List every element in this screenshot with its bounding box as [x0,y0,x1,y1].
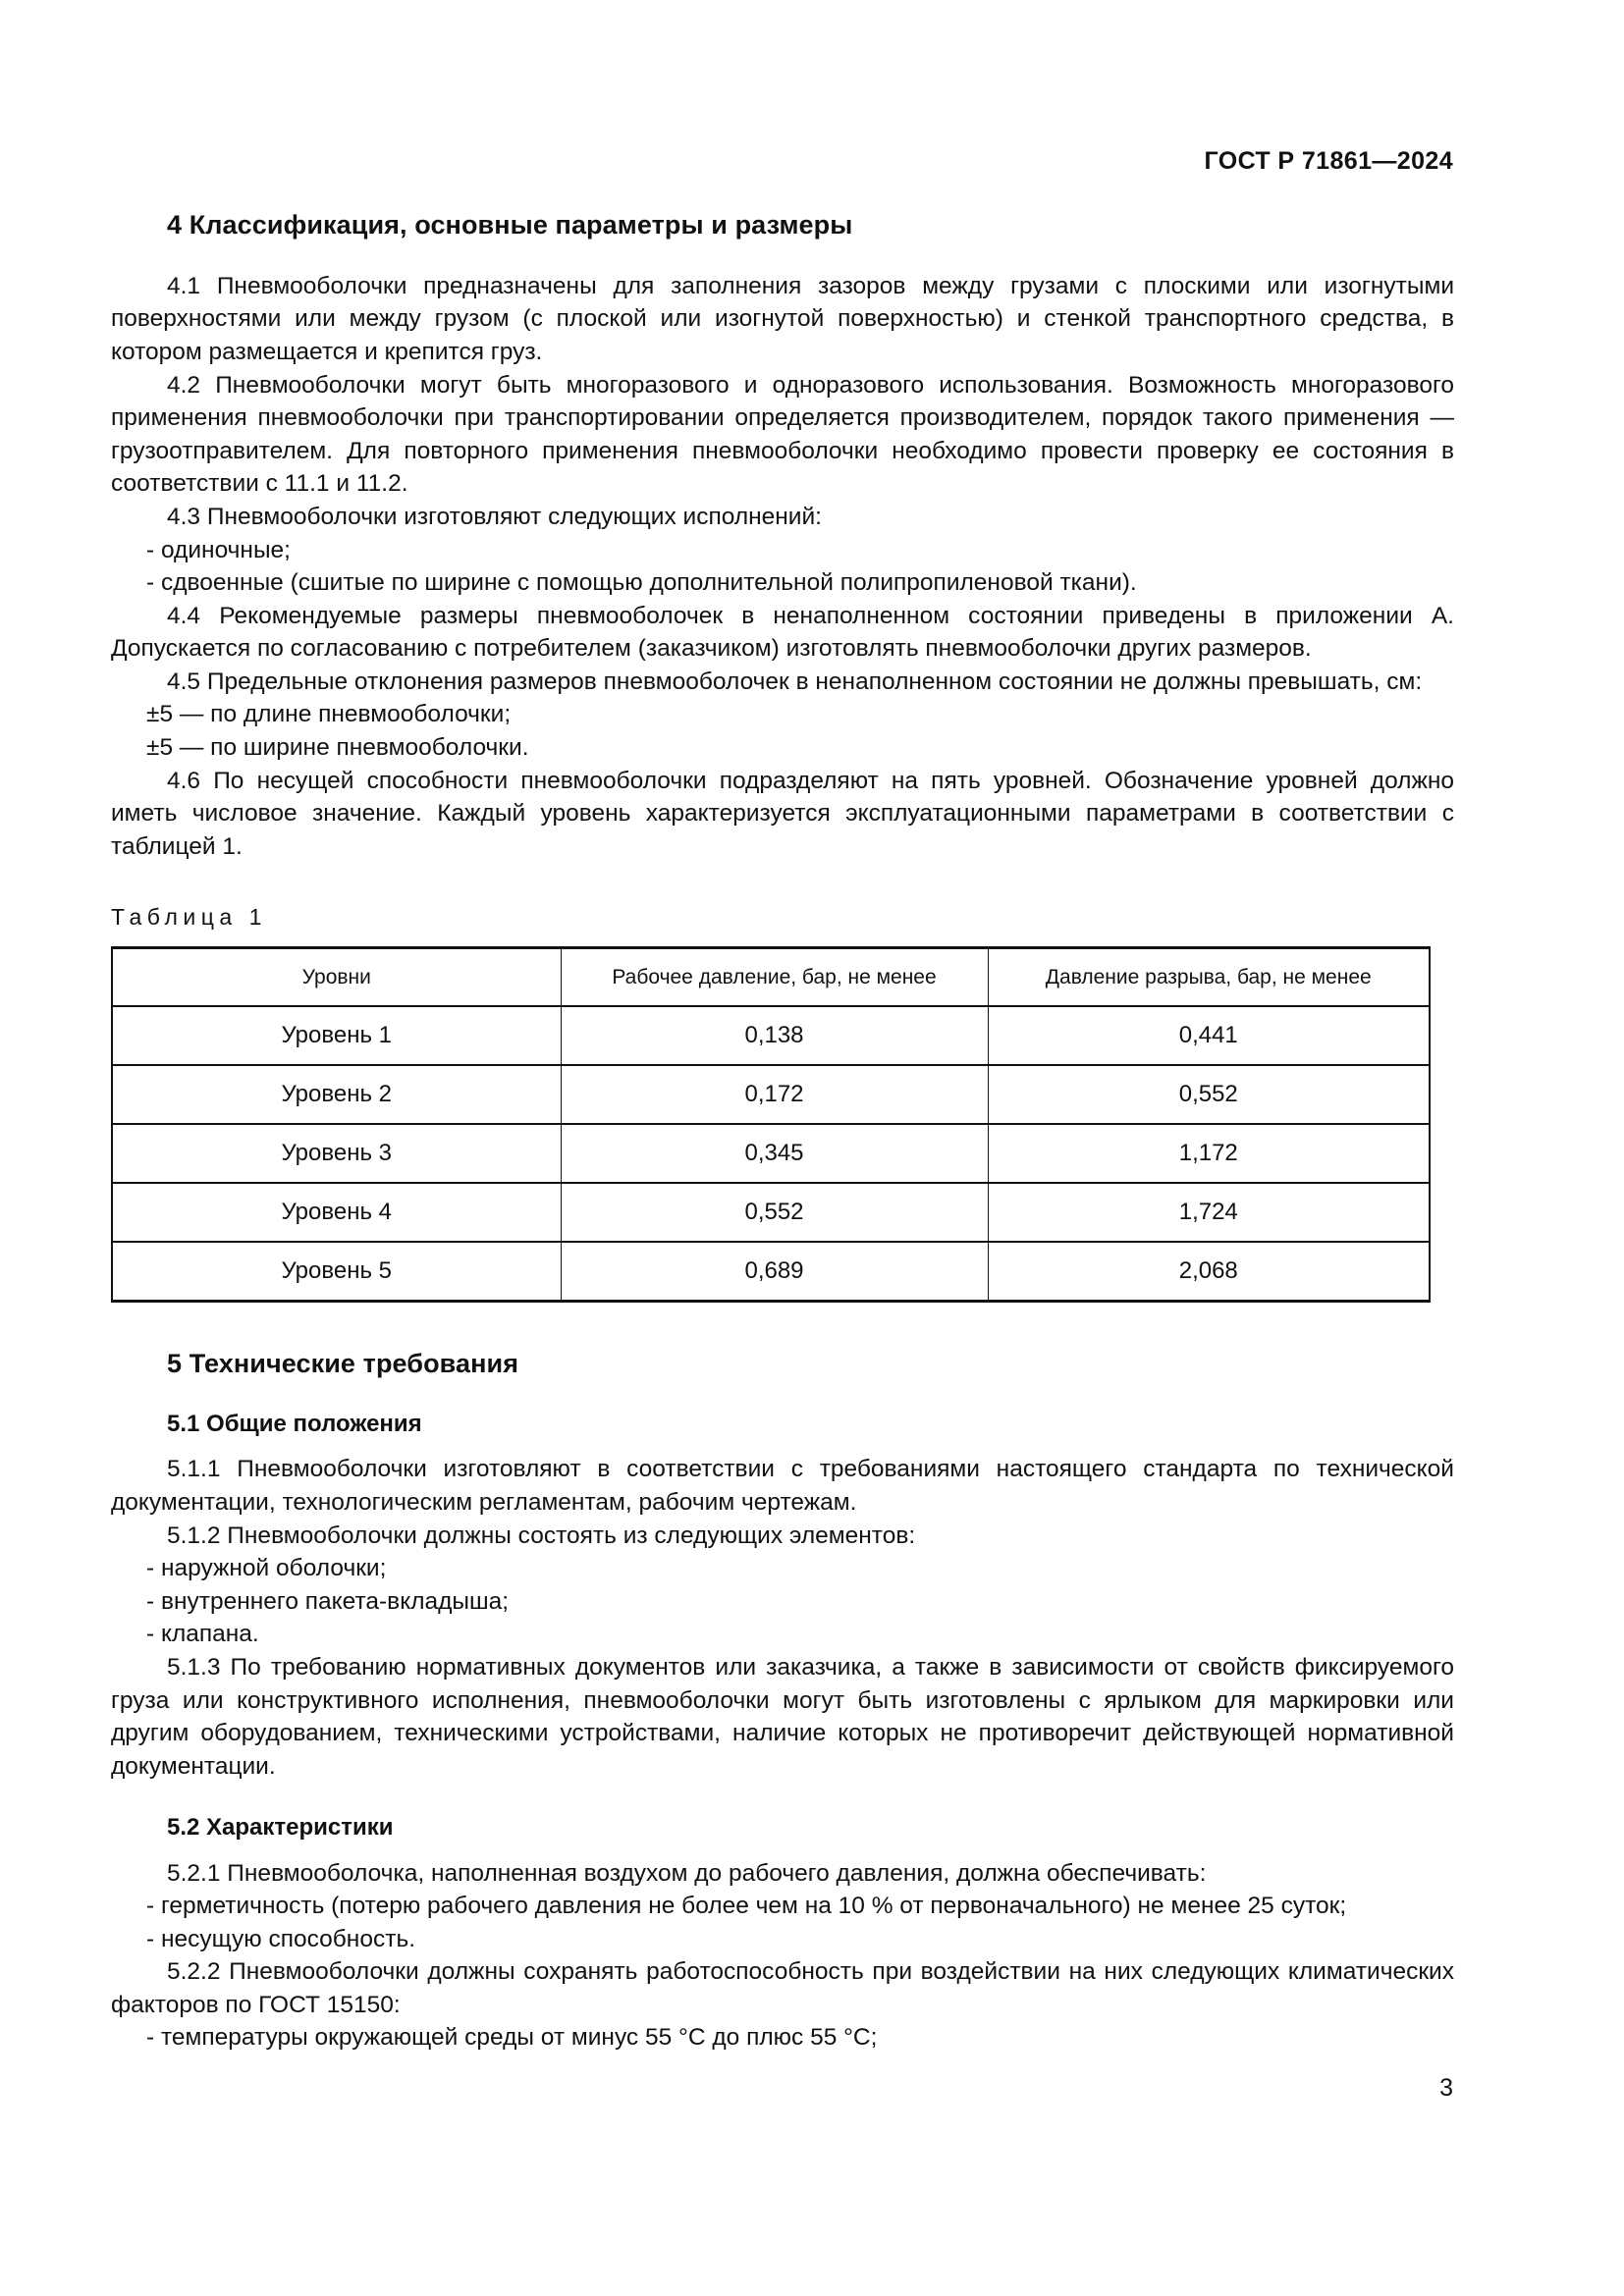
clause-4-5-item-2: ±5 — по ширине пневмооболочки. [146,734,529,762]
cell-level: Уровень 2 [112,1065,561,1124]
clause-4-3: 4.3 Пневмооболочки изготовляют следующих исполнений: [167,503,822,530]
clause-4-6: 4.6 По несущей способности пневмооболочки подразделяют на пять уровней. Обозначение уровней должно иметь числовое значение. Каждый уровень характеризуется эксплуатационными параметрами в соответствии с таблицей 1. [111,767,1454,860]
cell-working-pressure: 0,345 [561,1124,988,1183]
clause-5-2-2: 5.2.2 Пневмооболочки должны сохранять работоспособность при воздействии на них следующих климатических факторов по ГОСТ 15150: [111,1958,1454,2018]
table-row [112,1242,1430,1302]
cell-burst-pressure: 2,068 [988,1242,1430,1302]
clause-5-1-2: 5.1.2 Пневмооболочки должны состоять из следующих элементов: [167,1522,916,1549]
clause-5-1-2-item-2: - внутреннего пакета-вкладыша; [146,1587,510,1615]
cell-working-pressure: 0,138 [561,1006,988,1065]
table-1-levels [111,946,1431,1303]
clause-5-1-1: 5.1.1 Пневмооболочки изготовляют в соответствии с требованиями настоящего стандарта по технической документации, технологическим регламентам, рабочим чертежам. [111,1456,1454,1516]
section-4-heading: 4 Классификация, основные параметры и размеры [167,210,853,240]
cell-working-pressure: 0,689 [561,1242,988,1302]
table-row [112,1183,1430,1242]
clause-5-1-2-item-3: - клапана. [146,1621,259,1648]
clause-4-3-item-2: - сдвоенные (сшитые по ширине с помощью дополнительной полипропиленовой ткани). [146,569,1137,597]
clause-5-1-3: 5.1.3 По требованию нормативных документов или заказчика, а также в зависимости от свойств фиксируемого груза или конструктивного исполнения, пневмооболочки могут быть изготовлены с ярлыком для маркировки или другим оборудованием, техническими устройствами, наличие которых не противоречит действующей нормативной документации. [111,1653,1454,1780]
clause-5-2-1: 5.2.1 Пневмооболочка, наполненная воздухом до рабочего давления, должна обеспечивать: [167,1859,1207,1887]
cell-burst-pressure: 1,724 [988,1183,1430,1242]
column-header-levels: Уровни [112,948,561,1007]
clause-4-2: 4.2 Пневмооболочки могут быть многоразового и одноразового использования. Возможность многоразового применения пневмооболочки при транспортировании определяется производителем, порядок такого применения — грузоотправителем. Для повторного применения пневмооболочки необходимо провести проверку ее состояния в соответствии с 11.1 и 11.2. [111,371,1454,498]
cell-burst-pressure: 0,441 [988,1006,1430,1065]
clause-4-5-item-1: ±5 — по длине пневмооболочки; [146,701,512,728]
clause-5-2-2-item-1: - температуры окружающей среды от минус 55 °С до плюс 55 °С; [146,2024,878,2052]
cell-level: Уровень 1 [112,1006,561,1065]
clause-5-2-1-item-1: - герметичность (потерю рабочего давления не более чем на 10 % от первоначального) не менее 25 суток; [146,1893,1347,1920]
clause-4-5: 4.5 Предельные отклонения размеров пневмооболочек в ненаполненном состоянии не должны превышать, см: [167,667,1423,695]
cell-level: Уровень 3 [112,1124,561,1183]
column-header-working-pressure: Рабочее давление, бар, не менее [561,948,988,1007]
page-content [111,209,1454,2055]
clause-4-3-item-1: - одиночные; [146,536,291,563]
subsection-5-2-heading: 5.2 Характеристики [167,1814,394,1842]
subsection-5-1-heading: 5.1 Общие положения [167,1411,422,1438]
cell-level: Уровень 5 [112,1242,561,1302]
clause-4-4: 4.4 Рекомендуемые размеры пневмооболочек в ненаполненном состоянии приведены в приложении А. Допускается по согласованию с потребителем (заказчиком) изготовлять пневмооболочки других размеров. [111,602,1454,663]
cell-level: Уровень 4 [112,1183,561,1242]
column-header-burst-pressure: Давление разрыва, бар, не менее [988,948,1430,1007]
table-row [112,1006,1430,1065]
cell-working-pressure: 0,172 [561,1065,988,1124]
section-5-heading: 5 Технические требования [167,1349,519,1379]
cell-burst-pressure: 1,172 [988,1124,1430,1183]
table-1-caption: Таблица 1 [111,904,267,931]
clause-4-1: 4.1 Пневмооболочки предназначены для заполнения зазоров между грузами с плоскими или изогнутыми поверхностями или между грузом (с плоской или изогнутой поверхностью) и стенкой транспортного средства, в котором размещается и крепится груз. [111,272,1454,365]
page-number: 3 [1439,2074,1453,2102]
clause-5-2-1-item-2: - несущую способность. [146,1925,416,1952]
clause-5-1-2-item-1: - наружной оболочки; [146,1555,387,1582]
table-row [112,1124,1430,1183]
cell-burst-pressure: 0,552 [988,1065,1430,1124]
running-header-standard-number: ГОСТ Р 71861—2024 [1204,147,1453,175]
table-header-row [112,948,1430,1007]
table-row [112,1065,1430,1124]
cell-working-pressure: 0,552 [561,1183,988,1242]
